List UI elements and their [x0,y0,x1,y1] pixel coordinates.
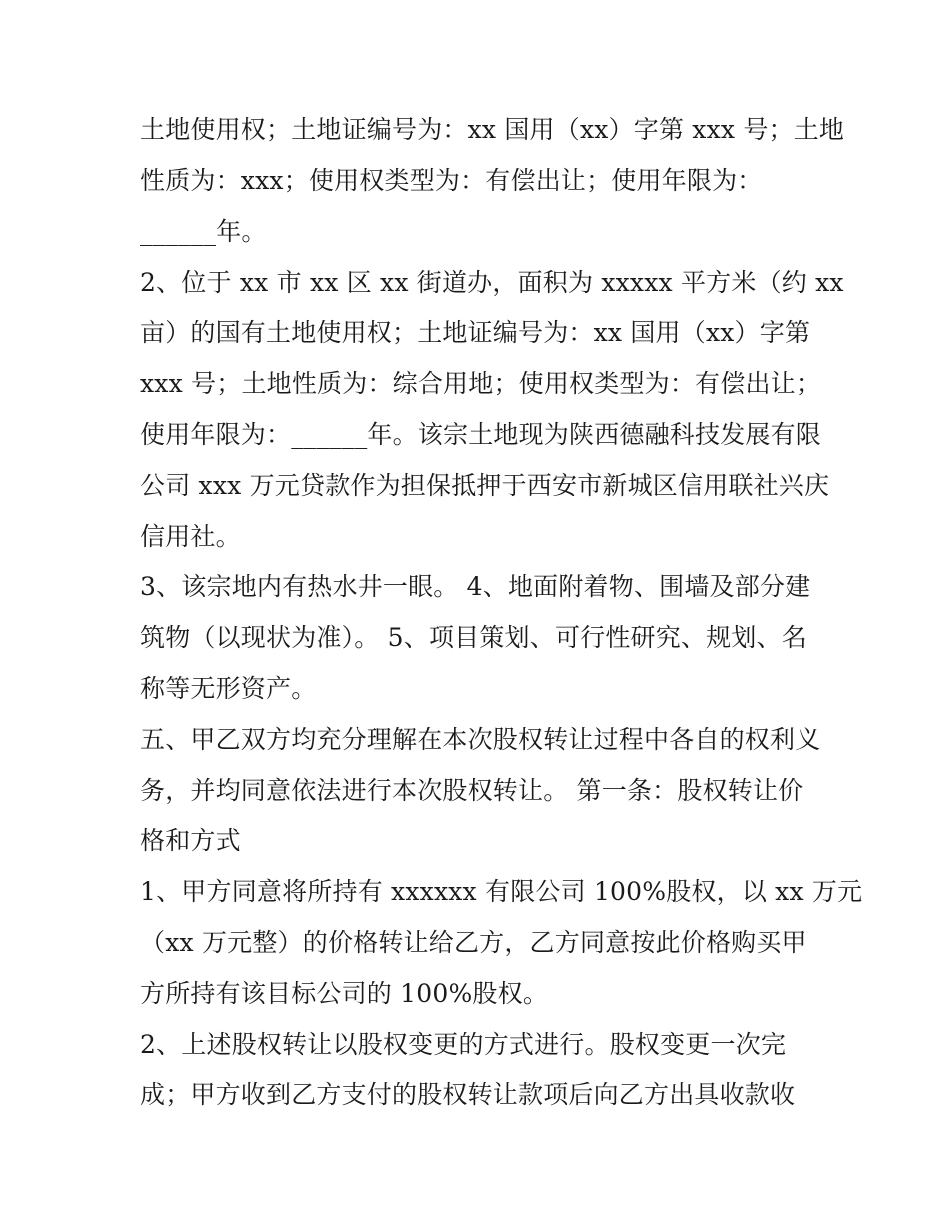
text-line: 2、位于 xx 市 xx 区 xx 街道办，面积为 xxxxx 平方米（约 xx [140,268,844,297]
text-line: 使用年限为：______年。该宗土地现为陕西德融科技发展有限 [140,420,822,449]
text-line: xxx 号；土地性质为：综合用地；使用权类型为：有偿出让； [140,369,822,398]
text-line: 公司 xxx 万元贷款作为担保抵押于西安市新城区信用联社兴庆 [140,471,830,500]
text-line: 1、甲方同意将所持有 xxxxxx 有限公司 100%股权，以 xx 万元 [140,877,863,906]
text-line: 亩）的国有土地使用权；土地证编号为：xx 国用（xx）字第 [140,318,811,347]
text-line: （xx 万元整）的价格转让给乙方，乙方同意按此价格购买甲 [140,928,807,957]
text-line: 2、上述股权转让以股权变更的方式进行。股权变更一次完 [140,1030,787,1059]
text-line: 五、甲乙双方均充分理解在本次股权转让过程中各自的权利义 [140,725,821,754]
text-line: 筑物（以现状为准）。 5、项目策划、可行性研究、规划、名 [140,623,807,652]
text-line: 格和方式 [140,826,241,855]
text-line: 土地使用权；土地证编号为：xx 国用（xx）字第 xxx 号；土地 [140,115,845,144]
text-line: 方所持有该目标公司的 100%股权。 [140,979,549,1008]
text-line: ______年。 [140,217,267,246]
text-line: 性质为：xxx；使用权类型为：有偿出让；使用年限为： [140,166,763,195]
text-line: 信用社。 [140,522,241,551]
text-line: 3、该宗地内有热水井一眼。 4、地面附着物、围墙及部分建 [140,572,811,601]
text-line: 称等无形资产。 [140,674,317,703]
text-line: 成；甲方收到乙方支付的股权转让款项后向乙方出具收款收 [140,1080,796,1109]
text-line: 务，并均同意依法进行本次股权转让。 第一条：股权转让价 [140,776,804,805]
